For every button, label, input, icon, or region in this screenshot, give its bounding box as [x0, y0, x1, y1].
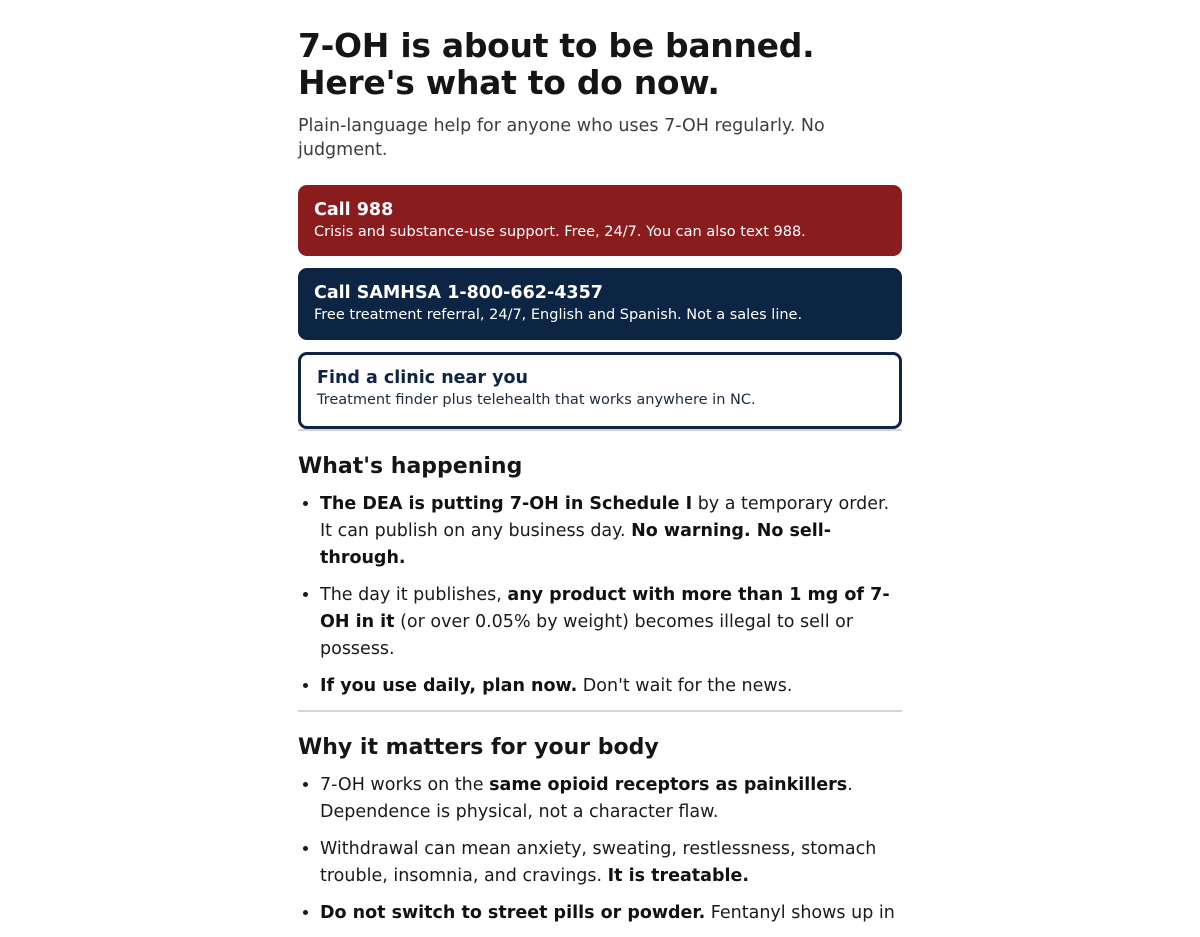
list-item-text: Fentanyl shows up in: [705, 903, 895, 923]
call-samhsa-description: Free treatment referral, 24/7, English and Spanish. Not a sales line.: [314, 307, 803, 323]
list-item-text: . Dependence is physical, not a character flaw.: [320, 775, 853, 822]
whats-happening-heading: What's happening: [298, 454, 523, 479]
list-item: [320, 836, 902, 890]
list-item-emphasis: The DEA is putting 7-OH in Schedule I: [320, 494, 693, 514]
list-item: [320, 582, 902, 663]
list-item-emphasis: same opioid receptors as painkillers: [489, 775, 848, 795]
whats-happening-section: [298, 453, 902, 700]
list-item-text: The day it publishes,: [320, 585, 508, 605]
call-988-button[interactable]: [298, 185, 902, 256]
list-item-text: Withdrawal can mean anxiety, sweating, restlessness, stomach trouble, insomnia, and cravings.: [320, 839, 877, 886]
list-item: [320, 491, 902, 572]
page-content: [298, 27, 902, 937]
find-clinic-title: Find a clinic near you: [317, 368, 528, 388]
list-item: [320, 673, 902, 700]
list-item-emphasis: If you use daily, plan now.: [320, 676, 578, 696]
list-item: [320, 900, 902, 927]
body-impact-list: [298, 772, 902, 927]
section-divider: [298, 710, 902, 712]
page-title: 7-OH is about to be banned. Here's what to do now.: [298, 26, 815, 102]
body-impact-heading: Why it matters for your body: [298, 735, 659, 760]
list-item-emphasis: No warning. No sell-through.: [320, 521, 831, 568]
call-988-description: Crisis and substance-use support. Free, 24/7. You can also text 988.: [314, 224, 806, 240]
call-samhsa-title: Call SAMHSA 1-800-662-4357: [314, 283, 603, 303]
call-samhsa-button[interactable]: [298, 268, 902, 340]
call-988-title: Call 988: [314, 200, 394, 220]
find-clinic-button[interactable]: [298, 352, 902, 429]
list-item: [320, 772, 902, 826]
list-item-text: 7-OH works on the: [320, 775, 490, 795]
list-item-text: (or over 0.05% by weight) becomes illegal to sell or possess.: [320, 612, 854, 659]
list-item-emphasis: any product with more than 1 mg of 7-OH in it: [320, 585, 890, 632]
list-item-emphasis: It is treatable.: [607, 866, 750, 886]
whats-happening-list: [298, 491, 902, 700]
list-item-text: Don't wait for the news.: [577, 676, 793, 696]
list-item-emphasis: Do not switch to street pills or powder.: [320, 903, 706, 923]
body-impact-section: [298, 734, 902, 927]
page-subtitle: Plain-language help for anyone who uses 7-OH regularly. No judgment.: [298, 116, 825, 160]
section-divider: [298, 429, 902, 431]
list-item-text: by a temporary order. It can publish on any business day.: [320, 494, 890, 541]
find-clinic-description: Treatment finder plus telehealth that works anywhere in NC.: [317, 392, 756, 408]
